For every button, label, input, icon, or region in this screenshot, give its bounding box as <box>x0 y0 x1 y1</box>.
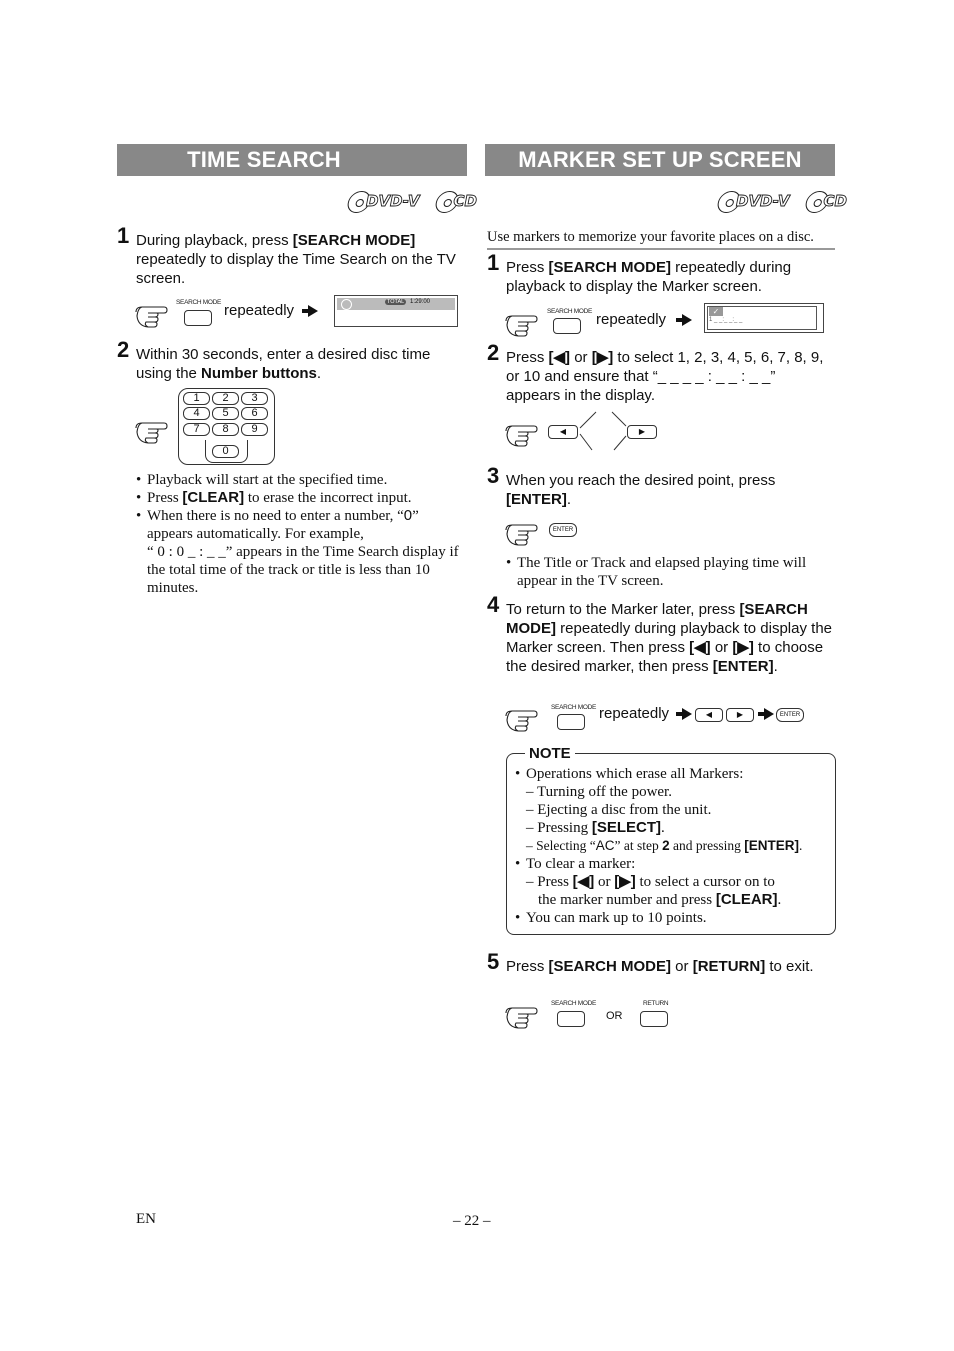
left-cursor-button[interactable]: ◀ <box>695 708 723 722</box>
clock-icon <box>341 299 352 310</box>
time-search-banner <box>117 144 467 176</box>
note-label: NOTE <box>525 745 575 762</box>
note-bullet: • The Title or Track and elapsed playing time will appear in the TV screen. <box>506 554 834 590</box>
right-cursor-button[interactable]: ▶ <box>726 708 754 722</box>
time-search-title: TIME SEARCH <box>187 147 341 172</box>
cd-logo: CD <box>436 188 477 214</box>
return-button-label: RETURN <box>643 1000 669 1007</box>
marker-setup-title: MARKER SET UP SCREEN <box>518 147 802 172</box>
marker-intro: Use markers to memorize your favorite places on a disc. <box>487 229 814 245</box>
arrow-right-icon <box>308 305 318 317</box>
time-search-display <box>334 295 458 327</box>
note-line: – Pressing [SELECT]. <box>526 819 665 836</box>
search-mode-button[interactable] <box>553 318 581 334</box>
note-line: the marker number and press [CLEAR]. <box>538 891 782 908</box>
note-bullet: • Playback will start at the specified time. <box>136 471 468 489</box>
note-line: – Press [◀] or [▶] to select a cursor on to <box>526 873 775 890</box>
number-key-5[interactable]: 5 <box>212 407 239 420</box>
marker-step-3: 3 When you reach the desired point, press [ENTER]. <box>487 463 776 508</box>
total-badge: TOTAL <box>387 299 405 305</box>
time-search-step-1: 1 During playback, press [SEARCH MODE] repeatedly to display the Time Search on the TV screen. <box>117 223 456 287</box>
marker-step-4: 4 To return to the Marker later, press [SEARCH MODE] repeatedly during playback to display the Marker screen. Then press [◀] or [▶] to choose the desired marker, then press [ENTER]. <box>487 592 833 675</box>
page-number: – 22 – <box>453 1213 491 1229</box>
arrow-right-icon <box>682 708 692 720</box>
marker-step-5: 5 Press [SEARCH MODE] or [RETURN] to exit. <box>487 949 814 975</box>
pointing-hand-icon <box>504 702 544 734</box>
marker-entry: 1 _ _:_ _:_ _ <box>709 317 743 323</box>
note-bullet: • Operations which erase all Markers: <box>515 765 831 783</box>
step-number: 2 <box>487 340 500 365</box>
dvd-v-logo: DVD-V <box>718 188 790 214</box>
number-key-0[interactable]: 0 <box>212 445 239 458</box>
pointing-hand-icon <box>134 298 174 330</box>
search-mode-button[interactable] <box>184 310 212 326</box>
pointing-hand-icon <box>504 999 544 1031</box>
disc-logos <box>718 188 847 214</box>
number-key-8[interactable]: 8 <box>212 423 239 436</box>
left-cursor-button[interactable]: ◀ <box>548 425 578 439</box>
marker-setup-banner <box>485 144 835 176</box>
search-mode-button[interactable] <box>557 714 585 730</box>
number-key-9[interactable]: 9 <box>241 423 268 436</box>
right-cursor-button[interactable]: ▶ <box>627 425 657 439</box>
dvd-v-logo: DVD-V <box>348 188 420 214</box>
repeatedly-text: repeatedly <box>224 302 295 319</box>
checkmark-icon: ✓ <box>709 307 723 316</box>
arrow-right-icon <box>682 314 692 326</box>
number-key-3[interactable]: 3 <box>241 392 268 405</box>
step-number: 1 <box>487 250 500 275</box>
pointing-hand-icon <box>504 307 544 339</box>
total-time: 1:29:00 <box>410 299 431 305</box>
note-line: – Selecting “AC” at step 2 and pressing [ENTER]. <box>526 838 803 853</box>
step-3-note <box>506 554 834 590</box>
disc-logos <box>348 188 477 214</box>
step-number: 5 <box>487 949 500 974</box>
search-mode-button-label: SEARCH MODE <box>551 1000 597 1007</box>
number-key-2[interactable]: 2 <box>212 392 239 405</box>
note-line: – Turning off the power. <box>526 784 672 800</box>
note-bullet: • To clear a marker: <box>515 855 831 873</box>
pointing-hand-icon <box>504 516 544 548</box>
search-mode-button-label: SEARCH MODE <box>176 299 222 306</box>
return-button[interactable] <box>640 1011 668 1027</box>
marker-display <box>704 303 824 333</box>
search-mode-button-label: SEARCH MODE <box>547 308 593 315</box>
note-bullet: • When there is no need to enter a number, “0” appears automatically. For example, “ 0 : 0 _ : _ _” appears in the Time Search display if the total time of the track or title is less than 10 minutes. <box>136 507 468 597</box>
marker-step-2: 2 Press [◀] or [▶] to select 1, 2, 3, 4, 5, 6, 7, 8, 9, or 10 and ensure that “_ _ _ _ : _ _ : _ _” appears in the display. <box>487 340 824 404</box>
note-bullet: • Press [CLEAR] to erase the incorrect input. <box>136 489 468 507</box>
marker-step-1: 1 Press [SEARCH MODE] repeatedly during playback to display the Marker screen. <box>487 250 792 295</box>
number-key-7[interactable]: 7 <box>183 423 210 436</box>
time-search-notes <box>136 471 468 597</box>
step-number: 1 <box>117 223 130 248</box>
repeatedly-text: repeatedly <box>596 311 667 328</box>
note-bullet: • You can mark up to 10 points. <box>515 909 831 927</box>
enter-button[interactable]: ENTER <box>549 523 577 537</box>
step-number: 2 <box>117 337 130 362</box>
language-code: EN <box>136 1211 156 1227</box>
arrow-right-icon <box>764 708 774 720</box>
search-mode-button-label: SEARCH MODE <box>551 704 597 711</box>
pointing-hand-icon <box>504 417 544 449</box>
number-key-4[interactable]: 4 <box>183 407 210 420</box>
search-mode-button[interactable] <box>557 1011 585 1027</box>
number-key-1[interactable]: 1 <box>183 392 210 405</box>
repeatedly-text: repeatedly <box>599 705 670 722</box>
enter-button[interactable]: ENTER <box>776 708 804 722</box>
intro-rule <box>487 248 835 250</box>
time-search-step-2: 2 Within 30 seconds, enter a desired disc time using the Number buttons. <box>117 337 431 382</box>
or-text: OR <box>606 1010 623 1022</box>
number-key-6[interactable]: 6 <box>241 407 268 420</box>
cursor-diagram <box>578 410 628 452</box>
note-content <box>515 765 831 927</box>
step-number: 4 <box>487 592 500 617</box>
cd-logo: CD <box>806 188 847 214</box>
step-number: 3 <box>487 463 500 488</box>
pointing-hand-icon <box>134 414 174 446</box>
note-line: – Ejecting a disc from the unit. <box>526 802 712 818</box>
